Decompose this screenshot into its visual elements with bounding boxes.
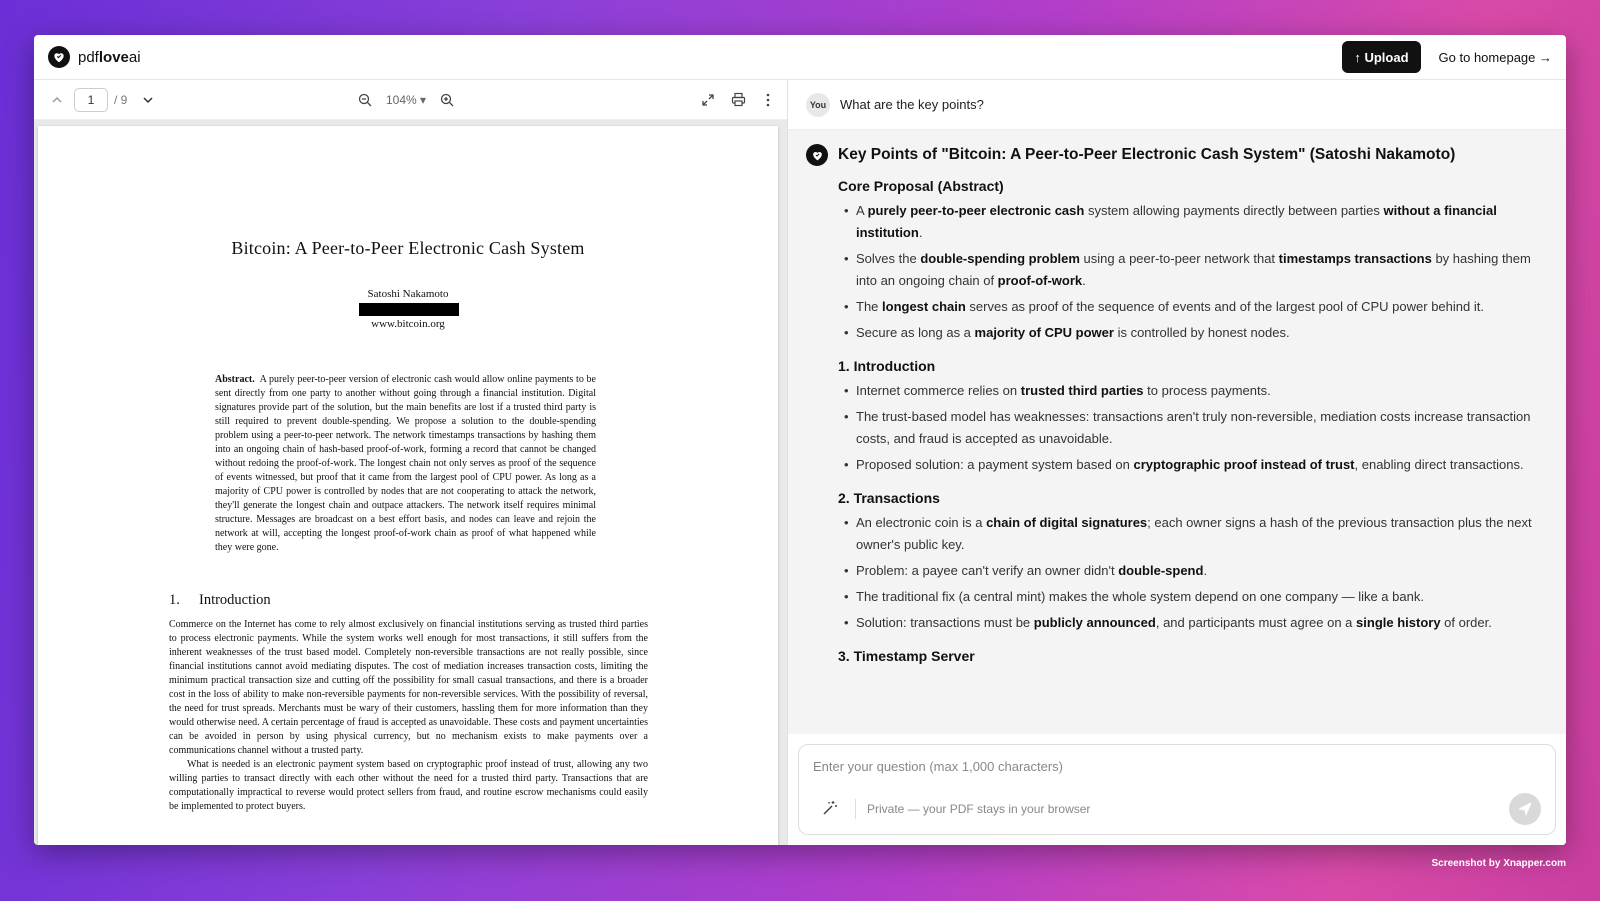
chevron-down-icon[interactable] <box>137 89 159 111</box>
pdf-viewer <box>34 80 788 845</box>
top-bar <box>34 35 1566 80</box>
answer-bullet: • An electronic coin is a chain of digital signatures; each owner signs a hash of the previous transaction plus the next owner's public key. <box>838 512 1548 556</box>
answer-bullet: • Problem: a payee can't verify an owner didn't double-spend. <box>838 560 1548 582</box>
paper-title: Bitcoin: A Peer-to-Peer Electronic Cash System <box>231 238 585 258</box>
answer-bullet: • Solution: transactions must be publicly announced, and participants must agree on a single history of order. <box>838 612 1548 634</box>
answer-bullet-list <box>838 200 1548 344</box>
magic-wand-icon[interactable] <box>821 799 839 817</box>
answer-section-heading: 3. Timestamp Server <box>838 648 975 664</box>
answer-bullet: • Proposed solution: a payment system based on cryptographic proof instead of trust, enabling direct transactions. <box>838 454 1548 476</box>
heart-logo-icon[interactable] <box>48 46 70 68</box>
paper-abstract: Abstract. A purely peer-to-peer version of electronic cash would allow online payments to be sent directly from one party to another without going through a financial institution. Digital signatures provide part of the solution, but the main benefits are lost if a trusted third party is still required to prevent double-spending. We propose a solution to the double-spending problem using a peer-to-peer network. The network timestamps transactions by hashing them into an ongoing chain of hash-based proof-of-work, forming a record that cannot be changed without redoing the proof-of-work. The longest chain not only serves as proof of the sequence of events witnessed, but proof that it came from the largest pool of CPU power. As long as a majority of CPU power is controlled by nodes that are not cooperating to attack the network, they'll generate the longest chain and outpace attackers. The network itself requires minimal structure. Messages are broadcast on a best effort basis, and nodes can leave and rejoin the network at will, accepting the longest proof-of-work chain as proof of what happened while they were gone. <box>215 374 596 553</box>
watermark: Screenshot by Xnapper.com <box>1431 858 1566 869</box>
paper-author: Satoshi Nakamoto <box>367 288 449 300</box>
page-total: / 9 <box>114 92 128 107</box>
pdf-scroll-area[interactable] <box>34 120 787 845</box>
answer-bullet: • The trust-based model has weaknesses: transactions aren't truly non-reversible, mediation costs increase transaction costs, and fraud is accepted as unavoidable. <box>838 406 1548 450</box>
more-options-icon[interactable] <box>757 89 779 111</box>
section-heading: 1. Introduction <box>169 592 271 608</box>
print-icon[interactable] <box>727 89 749 111</box>
privacy-note: Private — your PDF stays in your browser <box>867 802 1091 816</box>
answer-bullet: • The longest chain serves as proof of the sequence of events and of the largest pool of CPU power behind it. <box>838 296 1548 318</box>
chevron-up-icon[interactable] <box>46 89 68 111</box>
send-icon <box>1518 802 1532 816</box>
user-question: What are the key points? <box>840 97 984 112</box>
chat-messages[interactable] <box>788 80 1566 734</box>
answer-bullet: • A purely peer-to-peer electronic cash system allowing payments directly between parties without a financial institution. <box>838 200 1548 244</box>
app-window <box>34 35 1566 845</box>
send-button[interactable] <box>1509 793 1541 825</box>
paper-website: www.bitcoin.org <box>371 318 445 330</box>
brand-name: pdfloveai <box>78 48 141 66</box>
introduction-text: Commerce on the Internet has come to rely almost exclusively on financial institutions serving as trusted third parties to process electronic payments. While the system works well enough for most transactions, it still suffers from the inherent weaknesses of the trust based model. Completely non-reversible transactions are not really possible, since financial institutions cannot avoid mediating disputes. The cost of mediation increases transaction costs, limiting the minimum practical transaction size and cutting off the possibility for small casual transactions, and there is a broader cost in the loss of ability to make non-reversible payments for non-reversible services. With the possibility of reversal, the need for trust spreads. Merchants must be wary of their customers, hassling them for more information than they would otherwise need. A certain percentage of fraud is accepted as unavoidable. These costs and payment uncertainties can be avoided in person by using physical currency, but no mechanism exists to make payments over a communications channel without a trusted party. What is needed is an electronic payment system based on cryptographic proof instead of trust, allowing any two willing parties to transact directly with each other without the need for a trusted third party. Transactions that are computationally impractical to reverse would protect sellers from fraud, and routine escrow mechanisms could easily be implemented to protect buyers. <box>169 619 648 812</box>
composer-box <box>798 744 1556 835</box>
pdf-page <box>38 126 778 845</box>
page-number-input[interactable] <box>74 88 108 112</box>
divider <box>855 799 856 819</box>
chat-panel <box>788 80 1566 845</box>
answer-sections <box>838 178 1548 664</box>
answer-title: Key Points of "Bitcoin: A Peer-to-Peer Electronic Cash System" (Satoshi Nakamoto) <box>838 146 1456 163</box>
zoom-in-icon[interactable] <box>436 89 458 111</box>
answer-section-heading: Core Proposal (Abstract) <box>838 178 1004 194</box>
ai-answer <box>788 130 1566 664</box>
upload-button[interactable]: ↑ Upload <box>1342 41 1420 73</box>
composer-area <box>788 734 1566 845</box>
answer-bullet: • Solves the double-spending problem using a peer-to-peer network that timestamps transactions by hashing them into an ongoing chain of proof-of-work. <box>838 248 1548 292</box>
user-message <box>788 80 1566 130</box>
fullscreen-icon[interactable] <box>697 89 719 111</box>
ai-heart-icon <box>806 144 828 166</box>
answer-bullet: • The traditional fix (a central mint) makes the whole system depend on one company — like a bank. <box>838 586 1548 608</box>
redaction-bar <box>359 303 459 316</box>
answer-bullet-list <box>838 512 1548 634</box>
zoom-select[interactable]: 104% ▾ <box>386 92 427 107</box>
user-avatar: You <box>806 93 830 117</box>
answer-section-heading: 1. Introduction <box>838 358 936 374</box>
answer-section-heading: 2. Transactions <box>838 490 940 506</box>
answer-bullet-list <box>838 380 1548 476</box>
homepage-link[interactable]: Go to homepage → <box>1438 49 1552 65</box>
question-input[interactable] <box>813 759 1541 774</box>
answer-bullet: • Internet commerce relies on trusted third parties to process payments. <box>838 380 1548 402</box>
zoom-out-icon[interactable] <box>354 89 376 111</box>
pdf-toolbar <box>34 80 787 120</box>
answer-bullet: • Secure as long as a majority of CPU power is controlled by honest nodes. <box>838 322 1548 344</box>
